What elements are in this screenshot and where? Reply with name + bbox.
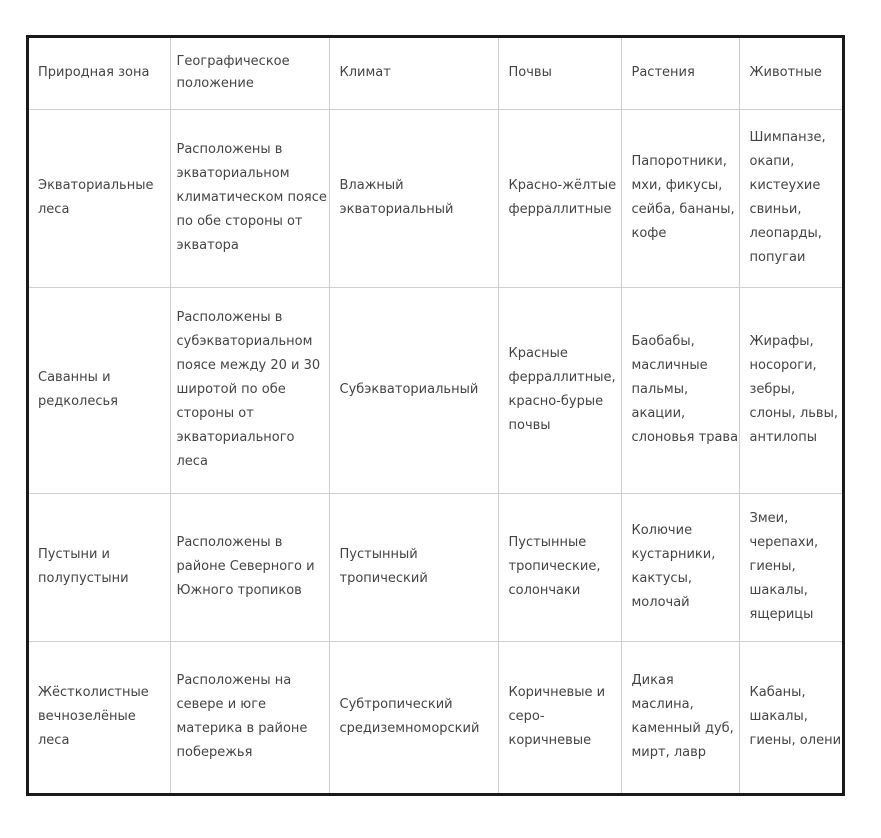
header-soils: Почвы [498, 38, 621, 109]
natural-zones-table-frame [26, 35, 845, 796]
cell-location: Расположены в районе Северного и Южного тропиков [170, 493, 329, 641]
table-row [29, 641, 842, 793]
cell-animals: Жирафы, носороги, зебры, слоны, львы, антилопы [739, 287, 842, 493]
table-row [29, 493, 842, 641]
header-animals: Животные [739, 38, 842, 109]
cell-animals: Змеи, черепахи, гиены, шакалы, ящерицы [739, 493, 842, 641]
cell-plants: Колючие кустарники, кактусы, молочай [621, 493, 739, 641]
cell-zone: Экваториальные леса [29, 109, 170, 287]
header-location: Географическое положение [170, 38, 329, 109]
natural-zones-table [29, 38, 842, 793]
cell-location: Расположены на севере и юге материка в районе побережья [170, 641, 329, 793]
cell-zone: Жёстколистные вечнозелёные леса [29, 641, 170, 793]
cell-plants: Дикая маслина, каменный дуб, мирт, лавр [621, 641, 739, 793]
table-row [29, 109, 842, 287]
cell-plants: Баобабы, масличные пальмы, акации, слоновья трава [621, 287, 739, 493]
cell-location: Расположены в экваториальном климатическом поясе по обе стороны от экватора [170, 109, 329, 287]
cell-climate: Влажный экваториальный [329, 109, 498, 287]
cell-zone: Пустыни и полупустыни [29, 493, 170, 641]
cell-soils: Красно-жёлтые ферраллитные [498, 109, 621, 287]
cell-animals: Кабаны, шакалы, гиены, олени [739, 641, 842, 793]
header-row [29, 38, 842, 109]
cell-climate: Субэкваториальный [329, 287, 498, 493]
header-climate: Климат [329, 38, 498, 109]
cell-climate: Пустынный тропический [329, 493, 498, 641]
cell-climate: Субтропический средиземноморский [329, 641, 498, 793]
cell-soils: Коричневые и серо-коричневые [498, 641, 621, 793]
cell-animals: Шимпанзе, окапи, кистеухие свиньи, леопарды, попугаи [739, 109, 842, 287]
cell-plants: Папоротники, мхи, фикусы, сейба, бананы, кофе [621, 109, 739, 287]
cell-soils: Красные ферраллитные, красно-бурые почвы [498, 287, 621, 493]
header-zone: Природная зона [29, 38, 170, 109]
cell-zone: Саванны и редколесья [29, 287, 170, 493]
table-row [29, 287, 842, 493]
cell-location: Расположены в субэкваториальном поясе между 20 и 30 широтой по обе стороны от экваториального леса [170, 287, 329, 493]
header-plants: Растения [621, 38, 739, 109]
cell-soils: Пустынные тропические, солончаки [498, 493, 621, 641]
